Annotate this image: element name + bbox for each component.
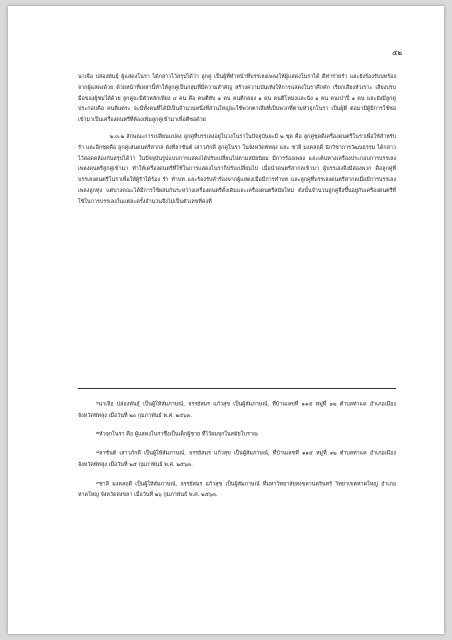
footnote	[78, 397, 396, 422]
footnote-mark: ๘	[96, 449, 100, 455]
footnote-text: ชาลี มงคลฤดี เป็นผู้ให้สัมภาษณ์, จรรยัสมร แก้วสุข เป็นผู้สัมภาษณ์ ที่มหาวิทยาลัยสงขลานครินทร์ วิทยาเขตหาดใหญ่ อำเภอหาดใหญ่ จังหวัดสงขลา เมื่อวันที่ ๒๖ กุมภาพันธ์ พ.ศ. ๒๕๖๓.	[78, 481, 396, 499]
footnote	[78, 427, 396, 441]
body-text	[78, 72, 396, 208]
footnote-mark: ๗	[96, 430, 100, 436]
footnote-mark: ๙	[96, 479, 99, 485]
footnote	[78, 446, 396, 471]
footnote	[78, 477, 396, 502]
footnote-mark: ๖	[96, 400, 99, 405]
page-number: ๕๒	[392, 49, 402, 57]
paragraph-2: ๒.๓.๒ ลักษณะการเปลี่ยนแปลง ลูกคู่ที่บรรเลงอยู่ในวงโนราในปัจจุบันจะมี ๒ ชุด คือ ลูกคู่ชุดดีเครื่องดนตรีโนราเพื่อใช้สำหรับรำ และอีกชุดคือ ลูกคู่เล่นดนตรีสากล ดังที่ลาซันต์ เสาวภักดี ลูกคู่โนรา ในจังหวัดพัทลุง และ ชาลี มงคลฤดี นักวิชาการวัฒนธรรม ได้กล่าวไว้สอดคล้องกันสรุปได้ว่า ในปัจจุบันรูปแบบการแสดงได้ปรับเปลี่ยนไปตามสมัยนิยม มีการร้องเพลง และเต้นทางเครื่องประกอบการบรรเลงเพลงดนตรีลูกคู่เข้ามา ทำให้เครื่องดนตรีที่ใช้ในการแสดงโนราก็ปรับเปลี่ยนไป เมื่อนำดนตรีสากลเข้ามา ผู้บรรเลงจึงมีสองพวก คือลูกคู่ที่บรรเลงดนตรีโนราเพื่อให้ผู้รำได้ร้อง รำ ทำบท และร้องรับคำร้องจากผู้แสดงเมื่อมีการทำบท และลูกคู่ที่บรรเลงดนตรีสากลเมื่อมีการบรรเลงเพลงลูกทุ่ง แต่บางคณะได้มีการใช้ผสมกันระหว่างเครื่องดนตรีดั้งเดิมและเครื่องดนตรีสมัยใหม่ ดังนั้นจำนวนลูกคู่จึงขึ้นอยู่กับเครื่องดนตรีที่ใช้ในการบรรเลงในแต่ละครั้งจำนวนจึงไม่เป็นตัวเลขที่คงที่	[78, 133, 396, 205]
paragraph-1: นาเจือ ปล่องพันธุ์ ผู้แสดงโนรา ได้กล่าวไว้สรุปได้ว่า ลูกคู่ เป็นผู้ที่ทำหน้าที่บรรเลงเพลงให้ผู้แสดงโนราได้ ดีท่าร่ายรำ และยังร้องรับบทร้องจากผู้แสดงด้วย ด้วยหน้าที่เหล่านี้ทำให้ลูกคู่เป็นกลุ่มที่มีความสำคัญ สร้างความบันเทิงให้การแสดงโนราคึกคัก เรียกเสียงหัวเราะ เสียงปรบมือของผู้ชมได้ด้วย ลูกคู่จะมีตัวหลักเพียง ๔ คน คือ คนตีทับ ๑ คน คนตีกลอง ๑ คน คนตีโหม่งและฉิ่ง ๑ คน คนเป่าปี่ ๑ คน และยังมีลูกคู่ประกอบคือ คนตีแตระ จะมีทั้งคนที่ได้มีเป็นจำนวนหนึ่งที่ส่วนใหญ่จะใช้พวกตาเสียที่เป็นพวกที่ตามหัวจุกโนรา เป็นผู้ตี ต่อมามีผู้มีการใช้ซอเข้ามาเป็นเครื่องดนตรีที่ต้องเพิ่มลูกคู่เข้ามาเพื่อตีซอด้วย	[78, 74, 396, 124]
footnote-text: หัวจุกโนรา คือ ผู้แสดงโนราซึ่งเป็นเด็กผู้ชาย ที่ไว้ผมจุกในสมัยโบราณ	[99, 431, 258, 438]
document-page	[8, 6, 444, 634]
footnotes	[78, 388, 396, 507]
footnote-text: ลาซันต์ เสาวภักดี เป็นผู้ให้สัมภาษณ์, จรรยัสมร แก้วสุข เป็นผู้สัมภาษณ์, ที่บ้านเลขที่ ๑๑๕ หมู่ที่ ๑๒ ตำบลท่าแค อำเภอเมือง จังหวัดพัทลุง เมื่อวันที่ ๒๕ กุมภาพันธ์ พ.ศ. ๒๕๖๓.	[78, 450, 396, 469]
footnote-text: นาเจือ ปล่องพันธุ์ เป็นผู้ให้สัมภาษณ์, จรรยัสมร แก้วสุข เป็นผู้สัมภาษณ์, ที่บ้านเลขที่ ๑๑๕ หมู่ที่ ๑๒ ตำบลท่าแค อำเภอเมือง จังหวัดพัทลุง เมื่อวันที่ ๒๐ กุมภาพันธ์ พ.ศ. ๒๕๖๓.	[78, 401, 396, 419]
